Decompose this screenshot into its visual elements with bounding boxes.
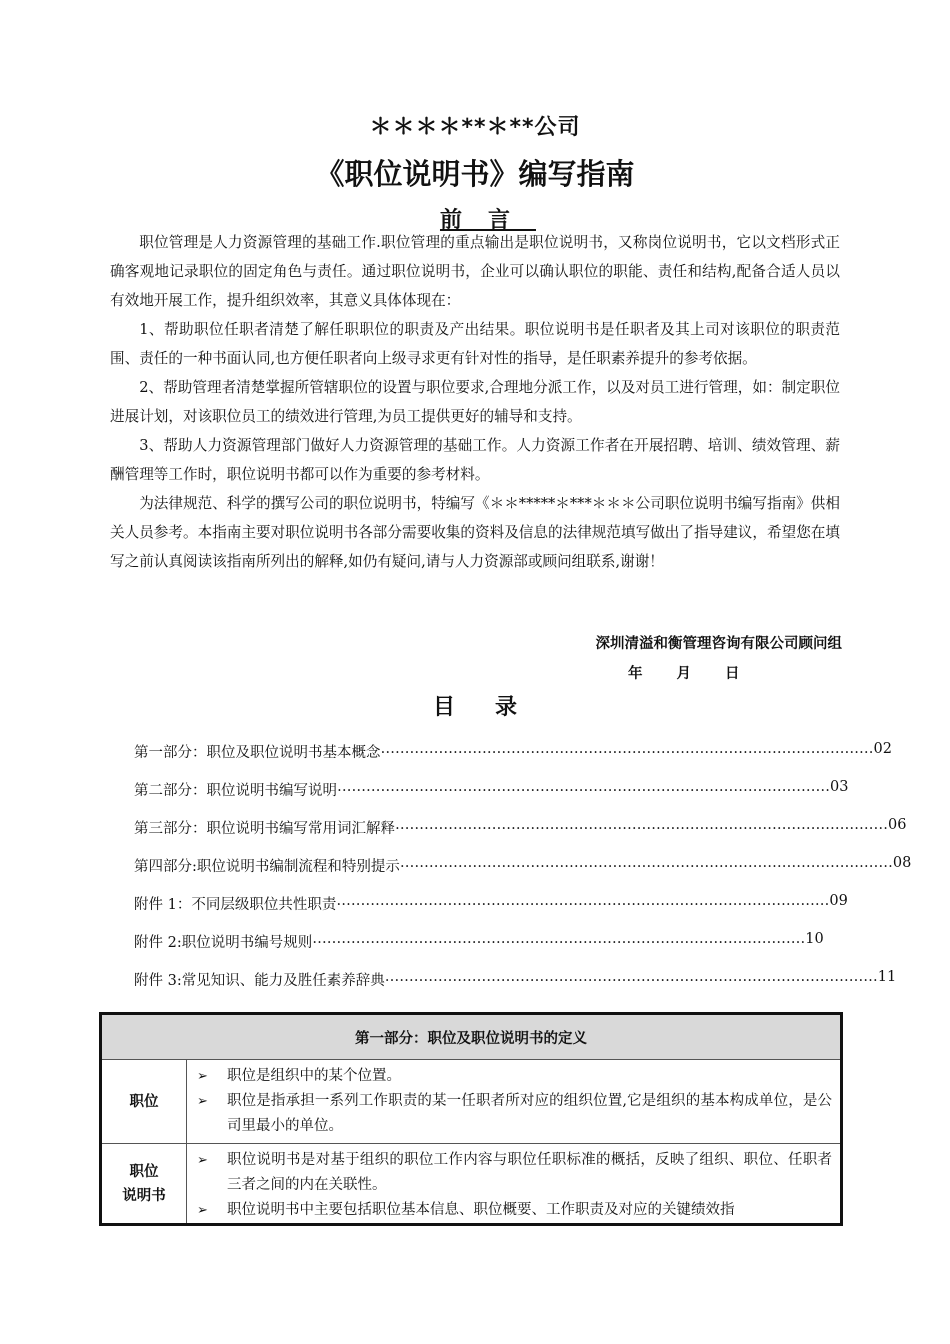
definition-table — [99, 1012, 843, 1226]
toc-item-label: 第一部分：职位及职位说明书基本概念 — [134, 745, 381, 761]
toc-leader: ………………………………………………………………………………………… — [399, 855, 893, 871]
table-row — [101, 1060, 842, 1144]
signature-date — [628, 662, 740, 683]
definition-cell — [187, 1060, 842, 1144]
bullet-text: 职位是指承担一系列工作职责的某一任职者所对应的组织位置,它是组织的基本构成单位，是公司里最小的单位。 — [227, 1093, 832, 1134]
term-cell: 职位 — [101, 1060, 187, 1144]
list-item — [197, 1064, 832, 1089]
bullet-text: 职位说明书中主要包括职位基本信息、职位概要、工作职责及对应的关键绩效指 — [227, 1202, 735, 1218]
toc-leader: ………………………………………………………………………………………… — [380, 741, 874, 757]
date-month: 月 — [676, 666, 691, 682]
arrow-bullet-icon: ➢ — [197, 1094, 208, 1109]
preface-paragraph: 为法律规范、科学的撰写公司的职位说明书，特编写《＊＊*****＊***＊＊＊公司职位说明书编写指南》供相关人员参考。本指南主要对职位说明书各部分需要收集的资料及信息的法律规范填写做出了指导建议，希望您在填写之前认真阅读该指南所列出的解释,如仍有疑问,请与人力资源部或顾问组联系,谢谢！ — [110, 495, 840, 570]
bullet-text: 职位是组织中的某个位置。 — [227, 1068, 401, 1084]
bullet-text: 职位说明书是对基于组织的职位工作内容与职位任职标准的概括，反映了组织、职位、任职者三者之间的内在关联性。 — [227, 1152, 832, 1193]
preface-paragraph: 3、帮助人力资源管理部门做好人力资源管理的基础工作。人力资源工作者在开展招聘、培训、绩效管理、薪酬管理等工作时，职位说明书都可以作为重要的参考材料。 — [110, 437, 840, 483]
table-row — [101, 1144, 842, 1225]
company-name: ＊＊＊＊**＊**公司 — [369, 115, 581, 140]
date-day: 日 — [725, 666, 740, 682]
arrow-bullet-icon: ➢ — [197, 1069, 208, 1084]
toc-heading — [0, 690, 950, 721]
table-of-contents — [134, 741, 912, 1007]
definition-table-header: 第一部分：职位及职位说明书的定义 — [101, 1014, 842, 1060]
toc-leader: ………………………………………………………………………………………… — [312, 931, 806, 947]
toc-item-page: 10 — [805, 931, 824, 947]
term-line: 说明书 — [122, 1187, 166, 1204]
toc-item-page: 06 — [888, 817, 907, 833]
list-item — [197, 1198, 832, 1223]
toc-leader: ………………………………………………………………………………………… — [395, 817, 888, 833]
toc-item-page: 08 — [892, 855, 912, 871]
preface-body — [110, 228, 840, 576]
toc-item[interactable] — [134, 779, 849, 817]
toc-item-label: 附件 1：不同层级职位共性职责 — [134, 897, 337, 913]
preface-paragraph: 1、帮助职位任职者清楚了解任职职位的职责及产出结果。职位说明书是任职者及其上司对该职位的职责范围、责任的一种书面认同,也方便任职者向上级寻求更有针对性的指导，是任职素养提升的参考依据。 — [110, 321, 840, 367]
toc-item-page: 11 — [877, 969, 897, 985]
preface-paragraph: 职位管理是人力资源管理的基础工作.职位管理的重点输出是职位说明书，又称岗位说明书，它以文档形式正确客观地记录职位的固定角色与责任。通过职位说明书，企业可以确认职位的职能、责任和结构,配备合适人员以有效地开展工作，提升组织效率，其意义具体体现在： — [110, 234, 840, 309]
toc-item-label: 第三部分：职位说明书编写常用词汇解释 — [134, 821, 395, 837]
list-item — [197, 1089, 832, 1139]
toc-item[interactable] — [134, 817, 907, 855]
toc-leader: ………………………………………………………………………………………… — [384, 969, 878, 985]
document-title: 《职位说明书》编写指南 — [315, 157, 635, 191]
toc-leader: ………………………………………………………………………………………… — [337, 779, 830, 795]
toc-heading-text: 目录 — [432, 695, 557, 720]
toc-item-page: 09 — [829, 893, 848, 909]
definition-cell — [187, 1144, 842, 1225]
toc-item[interactable] — [134, 969, 897, 1007]
toc-item[interactable] — [134, 893, 848, 931]
arrow-bullet-icon: ➢ — [197, 1203, 208, 1218]
list-item — [197, 1148, 832, 1198]
preface-paragraph: 2、帮助管理者清楚掌握所管辖职位的设置与职位要求,合理地分派工作，以及对员工进行管理，如：制定职位进展计划，对该职位员工的绩效进行管理,为员工提供更好的辅导和支持。 — [110, 379, 840, 425]
toc-item[interactable] — [134, 931, 824, 969]
toc-item-label: 附件 2:职位说明书编号规则 — [134, 935, 313, 951]
toc-item-page: 03 — [830, 779, 849, 795]
term-line: 职位 — [129, 1163, 159, 1180]
preface-heading-text: 前言 — [439, 208, 536, 233]
signature: 深圳清溢和衡管理咨询有限公司顾问组 — [595, 636, 842, 652]
toc-item-page: 02 — [873, 741, 892, 757]
term-cell — [101, 1144, 187, 1225]
toc-item-label: 第二部分：职位说明书编写说明 — [134, 783, 337, 799]
toc-item-label: 第四部分:职位说明书编制流程和特别提示 — [134, 859, 400, 875]
toc-item[interactable] — [134, 855, 912, 893]
toc-item[interactable] — [134, 741, 892, 779]
arrow-bullet-icon: ➢ — [197, 1153, 208, 1168]
toc-leader: ………………………………………………………………………………………… — [336, 893, 830, 909]
date-year: 年 — [628, 666, 643, 682]
toc-item-label: 附件 3:常见知识、能力及胜任素养辞典 — [134, 973, 385, 989]
